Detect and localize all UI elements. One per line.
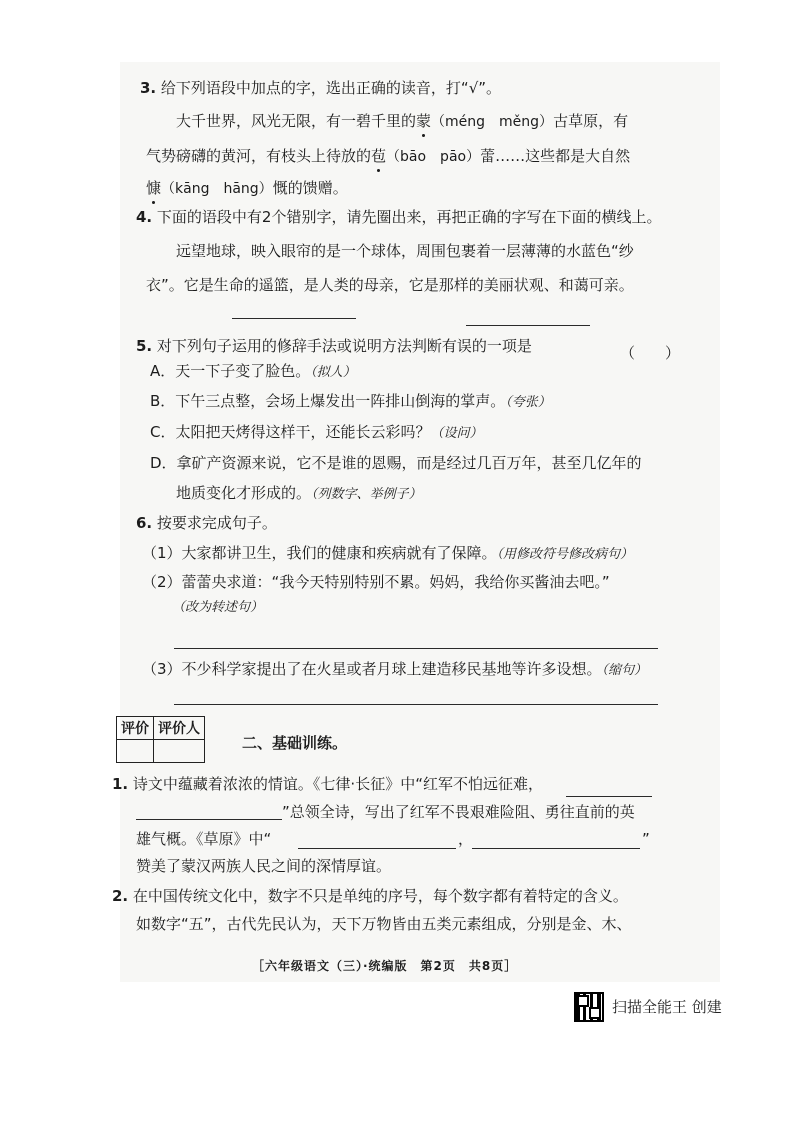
q3-passage-line-3 — [146, 178, 348, 199]
q5-option-d-text-2: 地质变化才形成的。 — [176, 484, 312, 502]
q5-option-b-note: （夸张） — [505, 395, 551, 410]
q5-option-c[interactable] — [150, 422, 483, 444]
q5-option-d-line-2 — [176, 483, 422, 505]
q6-sentence-3 — [142, 659, 647, 681]
q5-option-d-text: D．拿矿产资源来说，它不是谁的恩赐，而是经过几百万年，甚至几亿年的 — [150, 454, 642, 472]
q3-pinyin-option-1[interactable]: （méng měng） — [431, 114, 554, 130]
eval-score-cell[interactable] — [117, 740, 154, 763]
q5-answer-paren[interactable]: （ ） — [620, 344, 681, 362]
q3-prompt-line — [140, 78, 501, 98]
evaluation-table — [116, 716, 205, 763]
q6-sentence-1-text: （1）大家都讲卫生，我们的健康和疾病就有了保障。 — [142, 544, 497, 562]
evaluator-cell[interactable] — [154, 740, 205, 763]
p2-text-1: 在中国传统文化中，数字不只是单纯的序号，每个数字都有着特定的含义。 — [132, 887, 628, 905]
q3-prompt: 给下列语段中加点的字，选出正确的读音，打“√”。 — [160, 79, 502, 97]
p2-number: 2. — [112, 887, 129, 905]
q5-prompt: 对下列句子运用的修辞手法或说明方法判断有误的一项是 — [156, 337, 532, 355]
q3-text: 大千世界，风光无限，有一碧千里的 — [176, 112, 417, 130]
p1-close-quote: ” — [642, 830, 650, 848]
p2-line-2: 如数字“五”，古代先民认为，天下万物皆由五类元素组成，分别是金、木、 — [136, 915, 632, 933]
q4-number: 4. — [136, 208, 153, 226]
q6-sentence-3-note: （缩句） — [601, 663, 648, 678]
q6-sentence-2-note: （改为转述句） — [172, 600, 264, 615]
q5-number: 5. — [136, 337, 153, 355]
q5-option-a-text: A．天一下子变了脸色。 — [150, 362, 311, 380]
q3-text: 古草原，有 — [553, 112, 629, 130]
q5-option-d[interactable] — [150, 453, 642, 473]
p1-comma: ， — [458, 830, 474, 848]
q5-option-b[interactable] — [150, 391, 551, 413]
q5-option-a-note: （拟人） — [310, 365, 356, 380]
q3-pinyin-option-3[interactable]: （kāng hāng） — [161, 181, 273, 197]
q3-dotted-char-1: 蒙 — [416, 112, 432, 130]
q5-option-c-note: （设问） — [430, 426, 483, 441]
scanner-watermark: 扫描全能王 创建 — [612, 998, 722, 1016]
q4-prompt-line — [136, 207, 661, 227]
q6-answer-line-3[interactable] — [174, 704, 658, 705]
q6-answer-line-2[interactable] — [174, 648, 658, 649]
q3-dotted-char-3: 慷 — [146, 179, 162, 197]
p1-blank-2[interactable] — [136, 819, 282, 820]
q5-option-a[interactable] — [150, 361, 356, 383]
q6-prompt-line — [136, 513, 277, 533]
p1-line-3 — [136, 829, 271, 849]
p1-blank-1[interactable] — [566, 796, 652, 797]
eval-label: 评价 — [117, 717, 154, 740]
q4-prompt: 下面的语段中有2个错别字，请先圈出来，再把正确的字写在下面的横线上。 — [156, 208, 662, 226]
q3-passage-line-2 — [146, 146, 630, 167]
q4-answer-blank-1[interactable] — [232, 318, 356, 319]
p1-number: 1. — [112, 775, 129, 793]
p1-line-2: ”总领全诗，写出了红军不畏艰难险阻、勇往直前的英 — [282, 803, 635, 821]
q4-passage-line-1: 远望地球，映入眼帘的是一个球体，周围包裹着一层薄薄的水蓝色“纱 — [176, 242, 634, 260]
q3-passage-line-1 — [176, 111, 628, 132]
q3-number: 3. — [140, 79, 157, 97]
q3-dotted-char-2: 苞 — [371, 147, 387, 165]
q3-pinyin-option-2[interactable]: （bāo pāo） — [386, 149, 481, 165]
p1-blank-3[interactable] — [298, 848, 456, 849]
q5-prompt-line — [136, 336, 532, 356]
q6-sentence-1-note: （用修改符号修改病句） — [496, 547, 634, 562]
q6-sentence-2: （2）蕾蕾央求道：“我今天特别特别不累。妈妈，我给你买酱油去吧。” — [142, 573, 610, 591]
q3-text: 慨的馈赠。 — [272, 179, 348, 197]
q4-answer-blank-2[interactable] — [466, 325, 590, 326]
q4-passage-line-2: 衣”。它是生命的遥篮，是人类的母亲，它是那样的美丽状观、和蔼可亲。 — [146, 276, 634, 294]
q6-prompt: 按要求完成句子。 — [156, 514, 277, 532]
p1-line-1 — [112, 774, 543, 794]
q3-text: 蕾……这些都是大自然 — [480, 147, 631, 165]
q6-number: 6. — [136, 514, 153, 532]
q6-sentence-3-text: （3）不少科学家提出了在火星或者月球上建造移民基地等许多设想。 — [142, 660, 602, 678]
p1-line-4: 赞美了蒙汉两族人民之间的深情厚谊。 — [136, 857, 392, 875]
evaluator-label: 评价人 — [154, 717, 205, 740]
q6-sentence-1 — [142, 543, 633, 565]
q3-text: 气势磅礴的黄河，有枝头上待放的 — [146, 147, 372, 165]
p1-text-3a: 雄气概。《草原》中“ — [136, 830, 272, 848]
qr-code-icon — [574, 992, 604, 1022]
q5-option-d-note: （列数字、举例子） — [311, 487, 422, 502]
section-2-title: 二、基础训练。 — [242, 734, 348, 752]
p1-text-1: 诗文中蕴藏着浓浓的情谊。《七律·长征》中“红军不怕远征难， — [132, 775, 543, 793]
page-footer: ［六年级语文（三）·统编版 第2页 共8页］ — [252, 959, 518, 973]
q5-option-b-text: B．下午三点整，会场上爆发出一阵排山倒海的掌声。 — [150, 392, 506, 410]
p2-line-1 — [112, 886, 628, 906]
p1-blank-4[interactable] — [472, 848, 640, 849]
q5-option-c-text: C．太阳把天烤得这样干，还能长云彩吗？ — [150, 423, 431, 441]
